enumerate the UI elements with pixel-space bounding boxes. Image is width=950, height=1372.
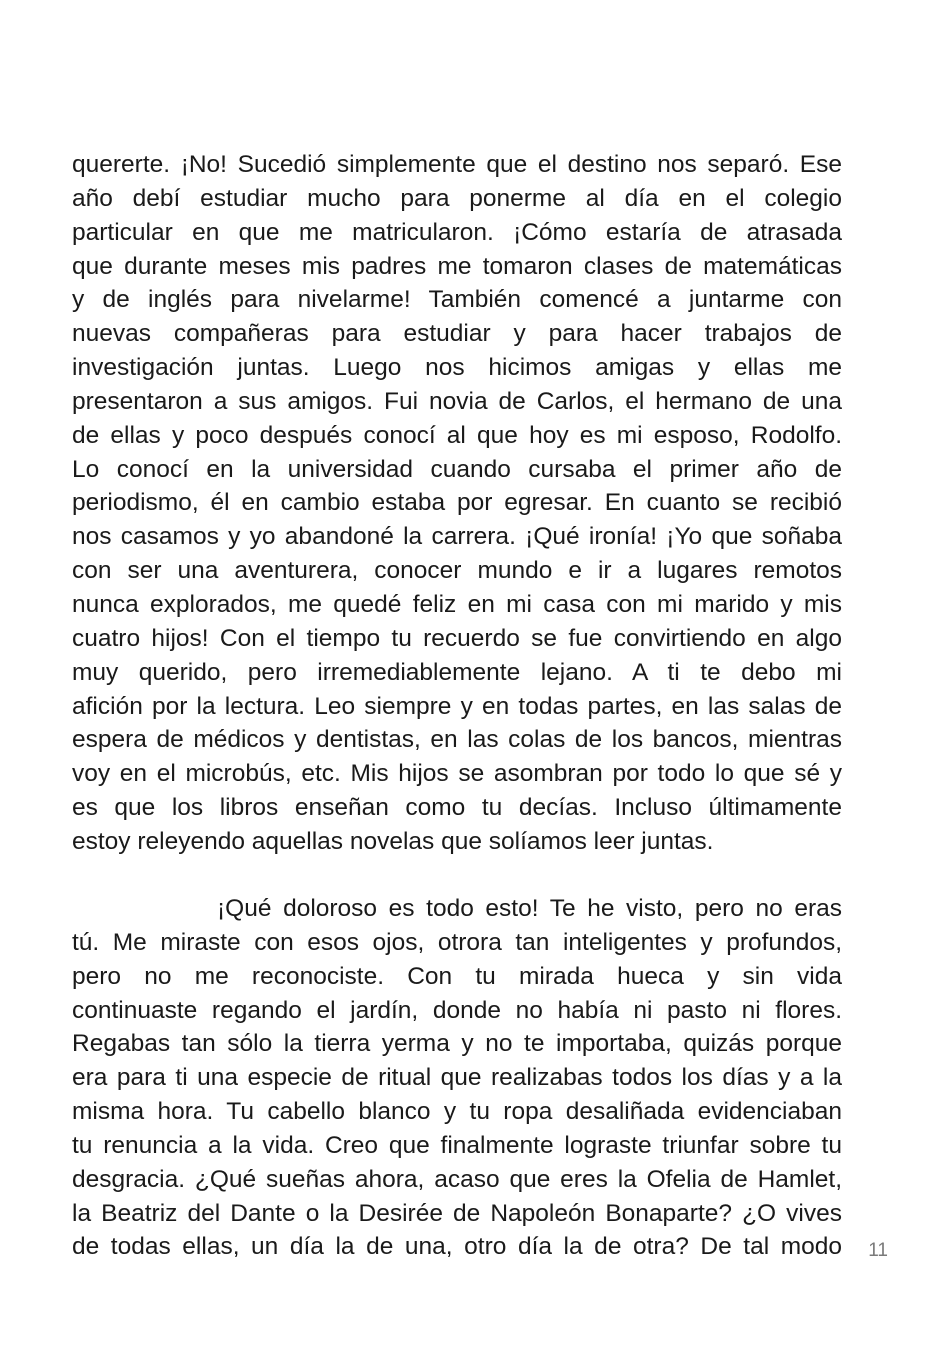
page-number: 11 <box>868 1240 888 1261</box>
paragraph-2 <box>72 892 842 1264</box>
text-line: de ellas y poco después conocí al que hoy es mi esposo, Rodolfo. <box>72 421 842 449</box>
text-line: muy querido, pero irremediablemente lejano. A ti te debo mi <box>72 658 842 686</box>
text-line: espera de médicos y dentistas, en las colas de los bancos, mientras <box>72 726 842 754</box>
text-line: desgracia. ¿Qué sueñas ahora, acaso que eres la Ofelia de Hamlet, <box>72 1165 842 1193</box>
text-line: año debí estudiar mucho para ponerme al día en el colegio <box>72 184 842 212</box>
text-line: misma hora. Tu cabello blanco y tu ropa desaliñada evidenciaban <box>72 1098 842 1126</box>
text-line: investigación juntas. Luego nos hicimos amigas y ellas me <box>72 354 842 382</box>
text-line: quererte. ¡No! Sucedió simplemente que el destino nos separó. Ese <box>72 151 842 178</box>
text-line: ¡Qué doloroso es todo esto! Te he visto, pero no eras <box>217 895 842 922</box>
text-line: Regabas tan sólo la tierra yerma y no te importaba, quizás porque <box>72 1030 842 1058</box>
text-line: con ser una aventurera, conocer mundo e ir a lugares remotos <box>72 557 842 585</box>
text-line: y de inglés para nivelarme! También comencé a juntarme con <box>72 286 842 314</box>
text-line: de todas ellas, un día la de una, otro día la de otra? De tal modo <box>72 1233 842 1261</box>
text-line: periodismo, él en cambio estaba por egresar. En cuanto se recibió <box>72 489 842 517</box>
text-line: pero no me reconociste. Con tu mirada hueca y sin vida <box>72 962 842 990</box>
text-line: era para ti una especie de ritual que realizabas todos los días y a la <box>72 1064 842 1092</box>
text-line: tú. Me miraste con esos ojos, otrora tan inteligentes y profundos, <box>72 928 842 956</box>
text-line: afición por la lectura. Leo siempre y en todas partes, en las salas de <box>72 692 842 720</box>
text-line: nuevas compañeras para estudiar y para hacer trabajos de <box>72 320 842 348</box>
text-line: que durante meses mis padres me tomaron clases de matemáticas <box>72 252 842 280</box>
text-line: particular en que me matricularon. ¡Cómo estaría de atrasada <box>72 218 842 246</box>
text-line: voy en el microbús, etc. Mis hijos se asombran por todo lo que sé y <box>72 760 842 788</box>
text-line: tu renuncia a la vida. Creo que finalmente lograste triunfar sobre tu <box>72 1131 842 1159</box>
text-line: nos casamos y yo abandoné la carrera. ¡Qué ironía! ¡Yo que soñaba <box>72 523 842 551</box>
text-line: Lo conocí en la universidad cuando cursaba el primer año de <box>72 455 842 483</box>
text-line: presentaron a sus amigos. Fui novia de Carlos, el hermano de una <box>72 387 842 415</box>
text-line: cuatro hijos! Con el tiempo tu recuerdo se fue convirtiendo en algo <box>72 624 842 652</box>
text-line: estoy releyendo aquellas novelas que solíamos leer juntas. <box>72 827 714 855</box>
paragraph-1 <box>72 148 842 859</box>
text-line: nunca explorados, me quedé feliz en mi casa con mi marido y mis <box>72 590 842 618</box>
text-line: la Beatriz del Dante o la Desirée de Napoleón Bonaparte? ¿O vives <box>72 1199 842 1227</box>
text-line: es que los libros enseñan como tu decías. Incluso últimamente <box>72 794 842 822</box>
text-line: continuaste regando el jardín, donde no había ni pasto ni flores. <box>72 996 842 1024</box>
